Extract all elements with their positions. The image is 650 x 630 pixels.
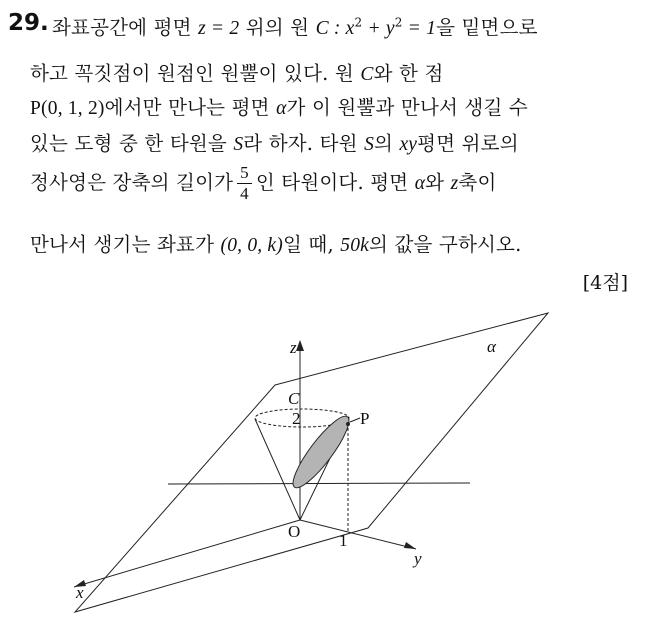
plane-alpha-label: α — [487, 337, 496, 356]
problem-line-3: P(0, 1, 2)에서만 만나는 평면 α가 이 원뿔과 만나서 생길 수 — [30, 96, 528, 119]
problem-line-4: 있는 도형 중 한 타원을 S라 하자. 타원 S의 xy평면 위로의 — [30, 132, 519, 155]
z-axis-arrow — [296, 340, 304, 351]
origin-label: O — [288, 522, 301, 541]
tick-two-label: 2 — [292, 409, 301, 428]
fraction-five-fourths: $\frac{5}{4}$ — [237, 163, 252, 204]
cone-edge-left — [255, 419, 300, 520]
point-p-leader — [350, 418, 360, 422]
problem-line-2: 하고 꼭짓점이 원점인 원뿔이 있다. 원 C와 한 점 — [30, 62, 444, 85]
problem-line-1: 좌표공간에 평면 z = 2 위의 원 C : $x^2 + y^2 = 1$을 밑면으로 — [52, 15, 538, 39]
problem-number: 29. — [8, 10, 49, 36]
circle-c-label: C — [288, 389, 300, 408]
points-label: [4점] — [582, 272, 628, 294]
point-p-label: P — [360, 409, 370, 428]
problem-line-6: 만나서 생기는 좌표가 (0, 0, k)일 때, 50k의 값을 구하시오. — [30, 233, 522, 256]
y-axis-label: y — [414, 549, 422, 568]
tick-one-label: 1 — [339, 531, 348, 550]
x-axis — [74, 520, 300, 587]
point-p — [346, 422, 350, 426]
z-axis-label: z — [290, 338, 297, 357]
x-axis-label: x — [76, 583, 84, 602]
y-axis — [300, 520, 416, 549]
ground-line — [168, 483, 470, 484]
problem-line-5: 정사영은 장축의 길이가 $\frac{5}{4}$ 인 타원이다. 평면 α와 z축이 — [30, 163, 497, 203]
y-axis-arrow — [404, 542, 416, 549]
